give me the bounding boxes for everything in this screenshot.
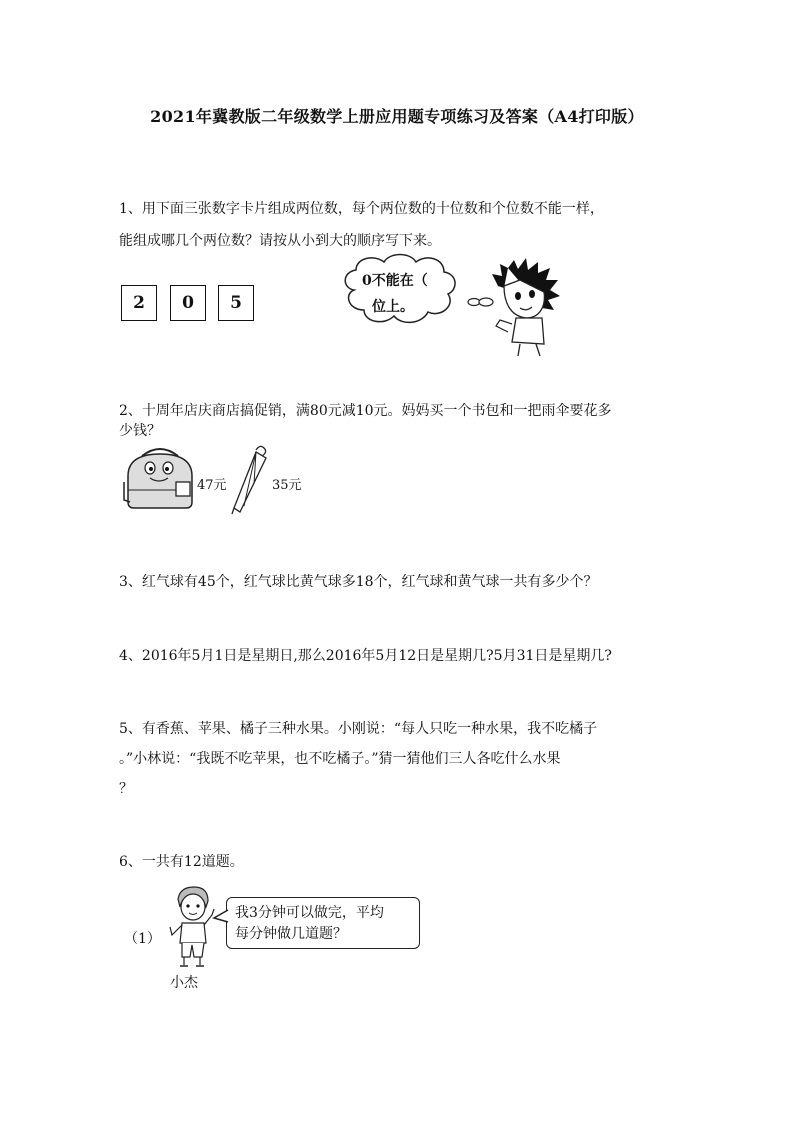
bubble-text-1: 0不能在（ — [362, 273, 428, 289]
sub-question-label: （1） — [124, 931, 161, 947]
digit-card-2: 2 — [121, 285, 157, 321]
q1-line-1: 1、用下面三张数字卡片组成两位数，每个两位数的十位数和个位数不能一样， — [119, 201, 604, 217]
umbrella-price: 35元 — [272, 478, 302, 493]
page-title: 2021年冀教版二年级数学上册应用题专项练习及答案（A4打印版） — [150, 107, 644, 126]
digit-card-0: 0 — [170, 285, 206, 321]
spiky-hair-boy-icon — [460, 258, 565, 358]
q5-line-1: 5、有香蕉、苹果、橘子三种水果。小刚说：“每人只吃一种水果，我不吃橘子 — [119, 721, 598, 737]
q5-line-2: 。”小林说：“我既不吃苹果，也不吃橘子。”猜一猜他们三人各吃什么水果 — [119, 751, 561, 767]
q2-line-1: 2、十周年店庆商店搞促销，满80元减10元。妈妈买一个书包和一把雨伞要花多 — [119, 403, 612, 419]
q3-line-1: 3、红气球有45个，红气球比黄气球多18个，红气球和黄气球一共有多少个？ — [119, 574, 598, 590]
bag-price: 47元 — [197, 478, 227, 493]
boy-xiaojie-icon — [162, 885, 222, 970]
speech-line-1: 我3分钟可以做完，平均 — [235, 905, 384, 921]
boy-name-label: 小杰 — [170, 975, 198, 991]
q4-line-1: 4、2016年5月1日是星期日,那么2016年5月12日是星期几?5月31日是星期几? — [119, 648, 612, 664]
digit-card-5: 5 — [218, 285, 254, 321]
thought-cloud-icon — [340, 250, 465, 332]
q1-line-2: 能组成哪几个两位数？请按从小到大的顺序写下来。 — [119, 233, 441, 249]
umbrella-icon — [226, 444, 272, 516]
bubble-text-2: 位上。 — [372, 299, 414, 315]
q2-line-2: 少钱？ — [119, 423, 161, 439]
schoolbag-icon — [120, 446, 198, 512]
q6-line-1: 6、一共有12道题。 — [119, 854, 244, 870]
speech-line-2: 每分钟做几道题？ — [235, 926, 347, 942]
speech-bubble — [226, 897, 420, 949]
speech-pointer — [212, 908, 230, 924]
speech-text — [235, 903, 384, 945]
q5-line-3: ？ — [119, 781, 133, 797]
